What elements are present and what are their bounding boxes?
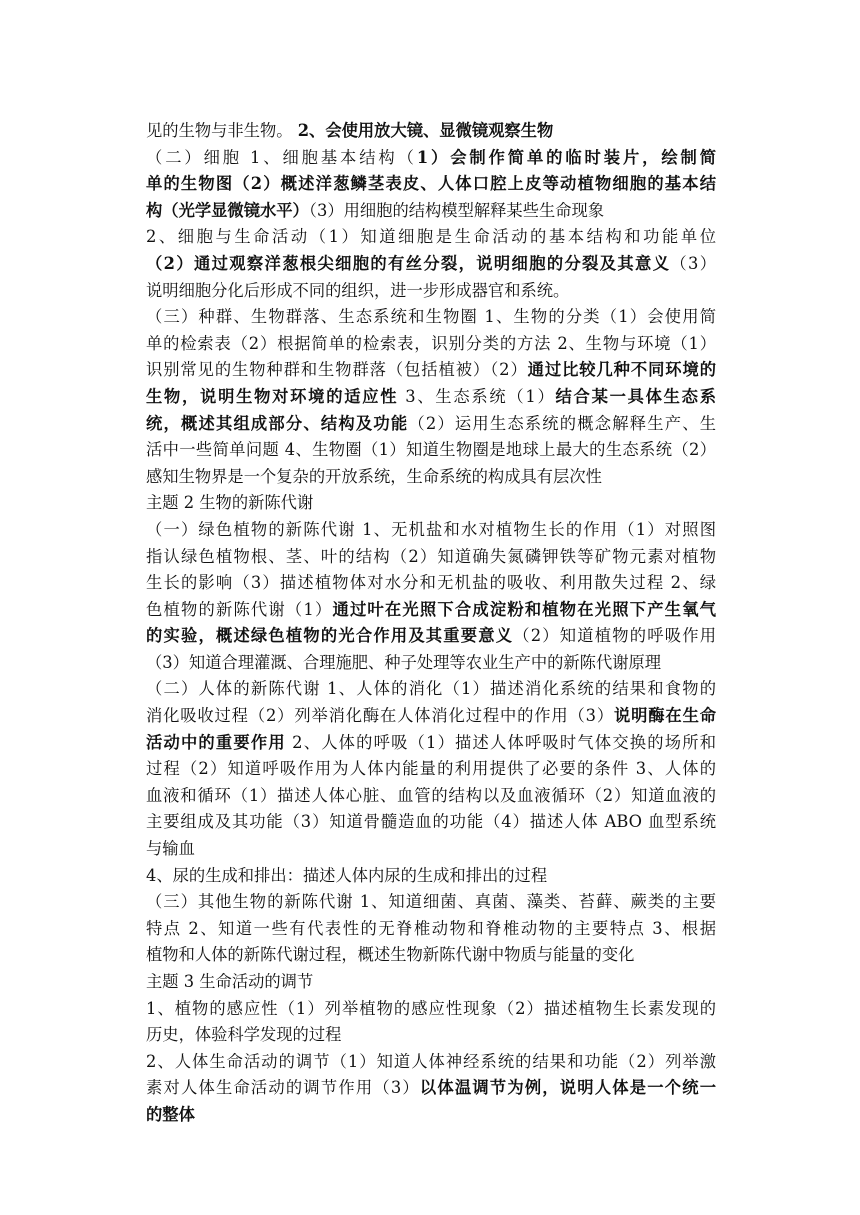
text-run: 识别常见的生物种群和生物群落（包括植被）（2）: [146, 360, 528, 380]
bold-text-run: 通过比较几种不同环境的: [527, 360, 716, 380]
text-run: 说明细胞分化后形成不同的组织，进一步形成器官和系统。: [146, 280, 570, 300]
text-run: （三）其他生物的新陈代谢 1、知道细菌、真菌、藻类、苔藓、蕨类的主要: [146, 892, 716, 912]
bold-text-run: 结合某一具体生态系: [555, 386, 716, 406]
text-run: 见的生物与非生物。: [146, 121, 298, 140]
text-line: [146, 224, 716, 251]
text-line: [146, 916, 716, 943]
text-run: 4、尿的生成和排出：描述人体内尿的生成和排出的过程: [146, 865, 548, 885]
text-run: （三）种群、生物群落、生态系统和生物圈 1、生物的分类（1）会使用简: [146, 307, 716, 327]
text-line: [146, 517, 716, 544]
text-line: [146, 118, 716, 145]
text-run: 2、细胞与生命活动（1）知道细胞是生命活动的基本结构和功能单位: [146, 227, 716, 247]
text-line: [146, 570, 716, 597]
text-run: （二）人体的新陈代谢 1、人体的消化（1）描述消化系统的结果和食物的: [146, 679, 716, 699]
text-run: 特点 2、知道一些有代表性的无脊椎动物和脊椎动物的主要特点 3、根据: [146, 918, 716, 938]
text-line: [146, 889, 716, 916]
text-line: [146, 490, 716, 517]
text-line: [146, 863, 716, 890]
bold-text-run: 统，概述其组成部分、结构及功能: [146, 413, 409, 433]
bold-text-run: （2）通过观察洋葱根尖细胞的有丝分裂，说明细胞的分裂及其意义: [146, 253, 671, 273]
bold-text-run: 以体温调节为例，说明人体是一个统一: [419, 1078, 716, 1098]
text-line: [146, 1102, 716, 1129]
text-run: 主要组成及其功能（3）知道骨髓造血的功能（4）描述人体 ABO 血型系统: [146, 812, 716, 832]
text-run: （2）运用生态系统的概念解释生产、生: [408, 413, 716, 433]
text-run: （2）知道植物的呼吸作用: [513, 626, 716, 646]
text-line: [146, 1075, 716, 1102]
text-line: [146, 942, 716, 969]
text-run: 过程（2）知道呼吸作用为人体内能量的利用提供了必要的条件 3、人体的: [146, 759, 716, 779]
text-line: [146, 703, 716, 730]
text-line: [146, 411, 716, 438]
text-run: 感知生物界是一个复杂的开放系统，生命系统的构成具有层次性: [146, 466, 602, 486]
bold-text-run: 2、会使用放大镜、显微镜观察生物: [297, 121, 554, 140]
text-line: [146, 836, 716, 863]
text-run: 历史，体验科学发现的过程: [146, 1025, 342, 1045]
text-run: 1、植物的感应性（1）列举植物的感应性现象（2）描述植物生长素发现的: [146, 998, 716, 1018]
text-line: [146, 1049, 716, 1076]
text-run: （3）用细胞的结构模型解释某些生命现象: [308, 200, 605, 220]
document-body: [146, 118, 716, 1129]
text-run: （3）知道合理灌溉、合理施肥、种子处理等农业生产中的新陈代谢原理: [146, 652, 662, 672]
text-run: 指认绿色植物根、茎、叶的结构（2）知道确失氮磷钾铁等矿物元素对植物: [146, 546, 716, 566]
text-run: 植物和人体的新陈代谢过程，概述生物新陈代谢中物质与能量的变化: [146, 945, 635, 965]
text-line: [146, 996, 716, 1023]
text-run: 活中一些简单问题 4、生物圈（1）知道生物圈是地球上最大的生态系统（2）: [146, 440, 716, 460]
text-run: 单的检索表（2）根据简单的检索表，识别分类的方法 2、生物与环境（1）: [146, 333, 716, 353]
text-run: 生长的影响（3）描述植物体对水分和无机盐的吸收、利用散失过程 2、绿: [146, 573, 716, 593]
text-run: （二）细胞 1、细胞基本结构（: [146, 147, 417, 167]
text-run: 2、人体的呼吸（1）描述人体呼吸时气体交换的场所和: [285, 732, 716, 752]
bold-text-run: 单的生物图（2）概述洋葱鳞茎表皮、人体口腔上皮等动植物细胞的基本结: [146, 174, 716, 194]
text-line: [146, 251, 716, 278]
text-line: [146, 304, 716, 331]
bold-text-run: 活动中的重要作用: [146, 732, 286, 752]
text-run: 血液和循环（1）描述人体心脏、血管的结构以及血液循环（2）知道血液的: [146, 785, 716, 805]
text-run: 色植物的新陈代谢（1）: [146, 599, 333, 619]
bold-text-run: 的实验，概述绿色植物的光合作用及其重要意义: [146, 626, 514, 646]
text-run: 消化吸收过程（2）列举消化酶在人体消化过程中的作用（3）: [146, 706, 615, 726]
text-run: 3、生态系统（1）: [398, 386, 556, 406]
text-line: [146, 384, 716, 411]
text-line: [146, 597, 716, 624]
bold-text-run: 的整体: [146, 1104, 195, 1124]
text-line: [146, 783, 716, 810]
text-line: [146, 676, 716, 703]
text-run: 素对人体生命活动的调节作用（3）: [146, 1078, 420, 1098]
text-line: [146, 730, 716, 757]
text-line: [146, 145, 716, 172]
text-line: [146, 809, 716, 836]
bold-text-run: 构（光学显微镜水平）: [146, 200, 309, 220]
text-run: （3）: [670, 253, 716, 273]
text-run: 与输血: [146, 839, 195, 859]
text-line: [146, 278, 716, 305]
text-line: [146, 357, 716, 384]
text-line: [146, 171, 716, 198]
text-line: [146, 464, 716, 491]
text-line: [146, 650, 716, 677]
text-line: [146, 756, 716, 783]
text-line: [146, 623, 716, 650]
text-line: [146, 198, 716, 225]
bold-text-run: 说明酶在生命: [614, 706, 716, 726]
bold-text-run: 1）会制作简单的临时装片，绘制简: [416, 147, 716, 167]
bold-text-run: 生物，说明生物对环境的适应性: [146, 386, 399, 406]
text-line: [146, 437, 716, 464]
text-line: [146, 331, 716, 358]
text-line: [146, 1022, 716, 1049]
text-run: 主题 2 生物的新陈代谢: [146, 493, 314, 513]
bold-text-run: 通过叶在光照下合成淀粉和植物在光照下产生氧气: [332, 599, 716, 619]
text-line: [146, 544, 716, 571]
text-run: （一）绿色植物的新陈代谢 1、无机盐和水对植物生长的作用（1）对照图: [146, 519, 716, 539]
text-run: 主题 3 生命活动的调节: [146, 972, 314, 991]
text-run: 2、人体生命活动的调节（1）知道人体神经系统的结果和功能（2）列举激: [146, 1051, 716, 1071]
text-line: [146, 969, 716, 996]
